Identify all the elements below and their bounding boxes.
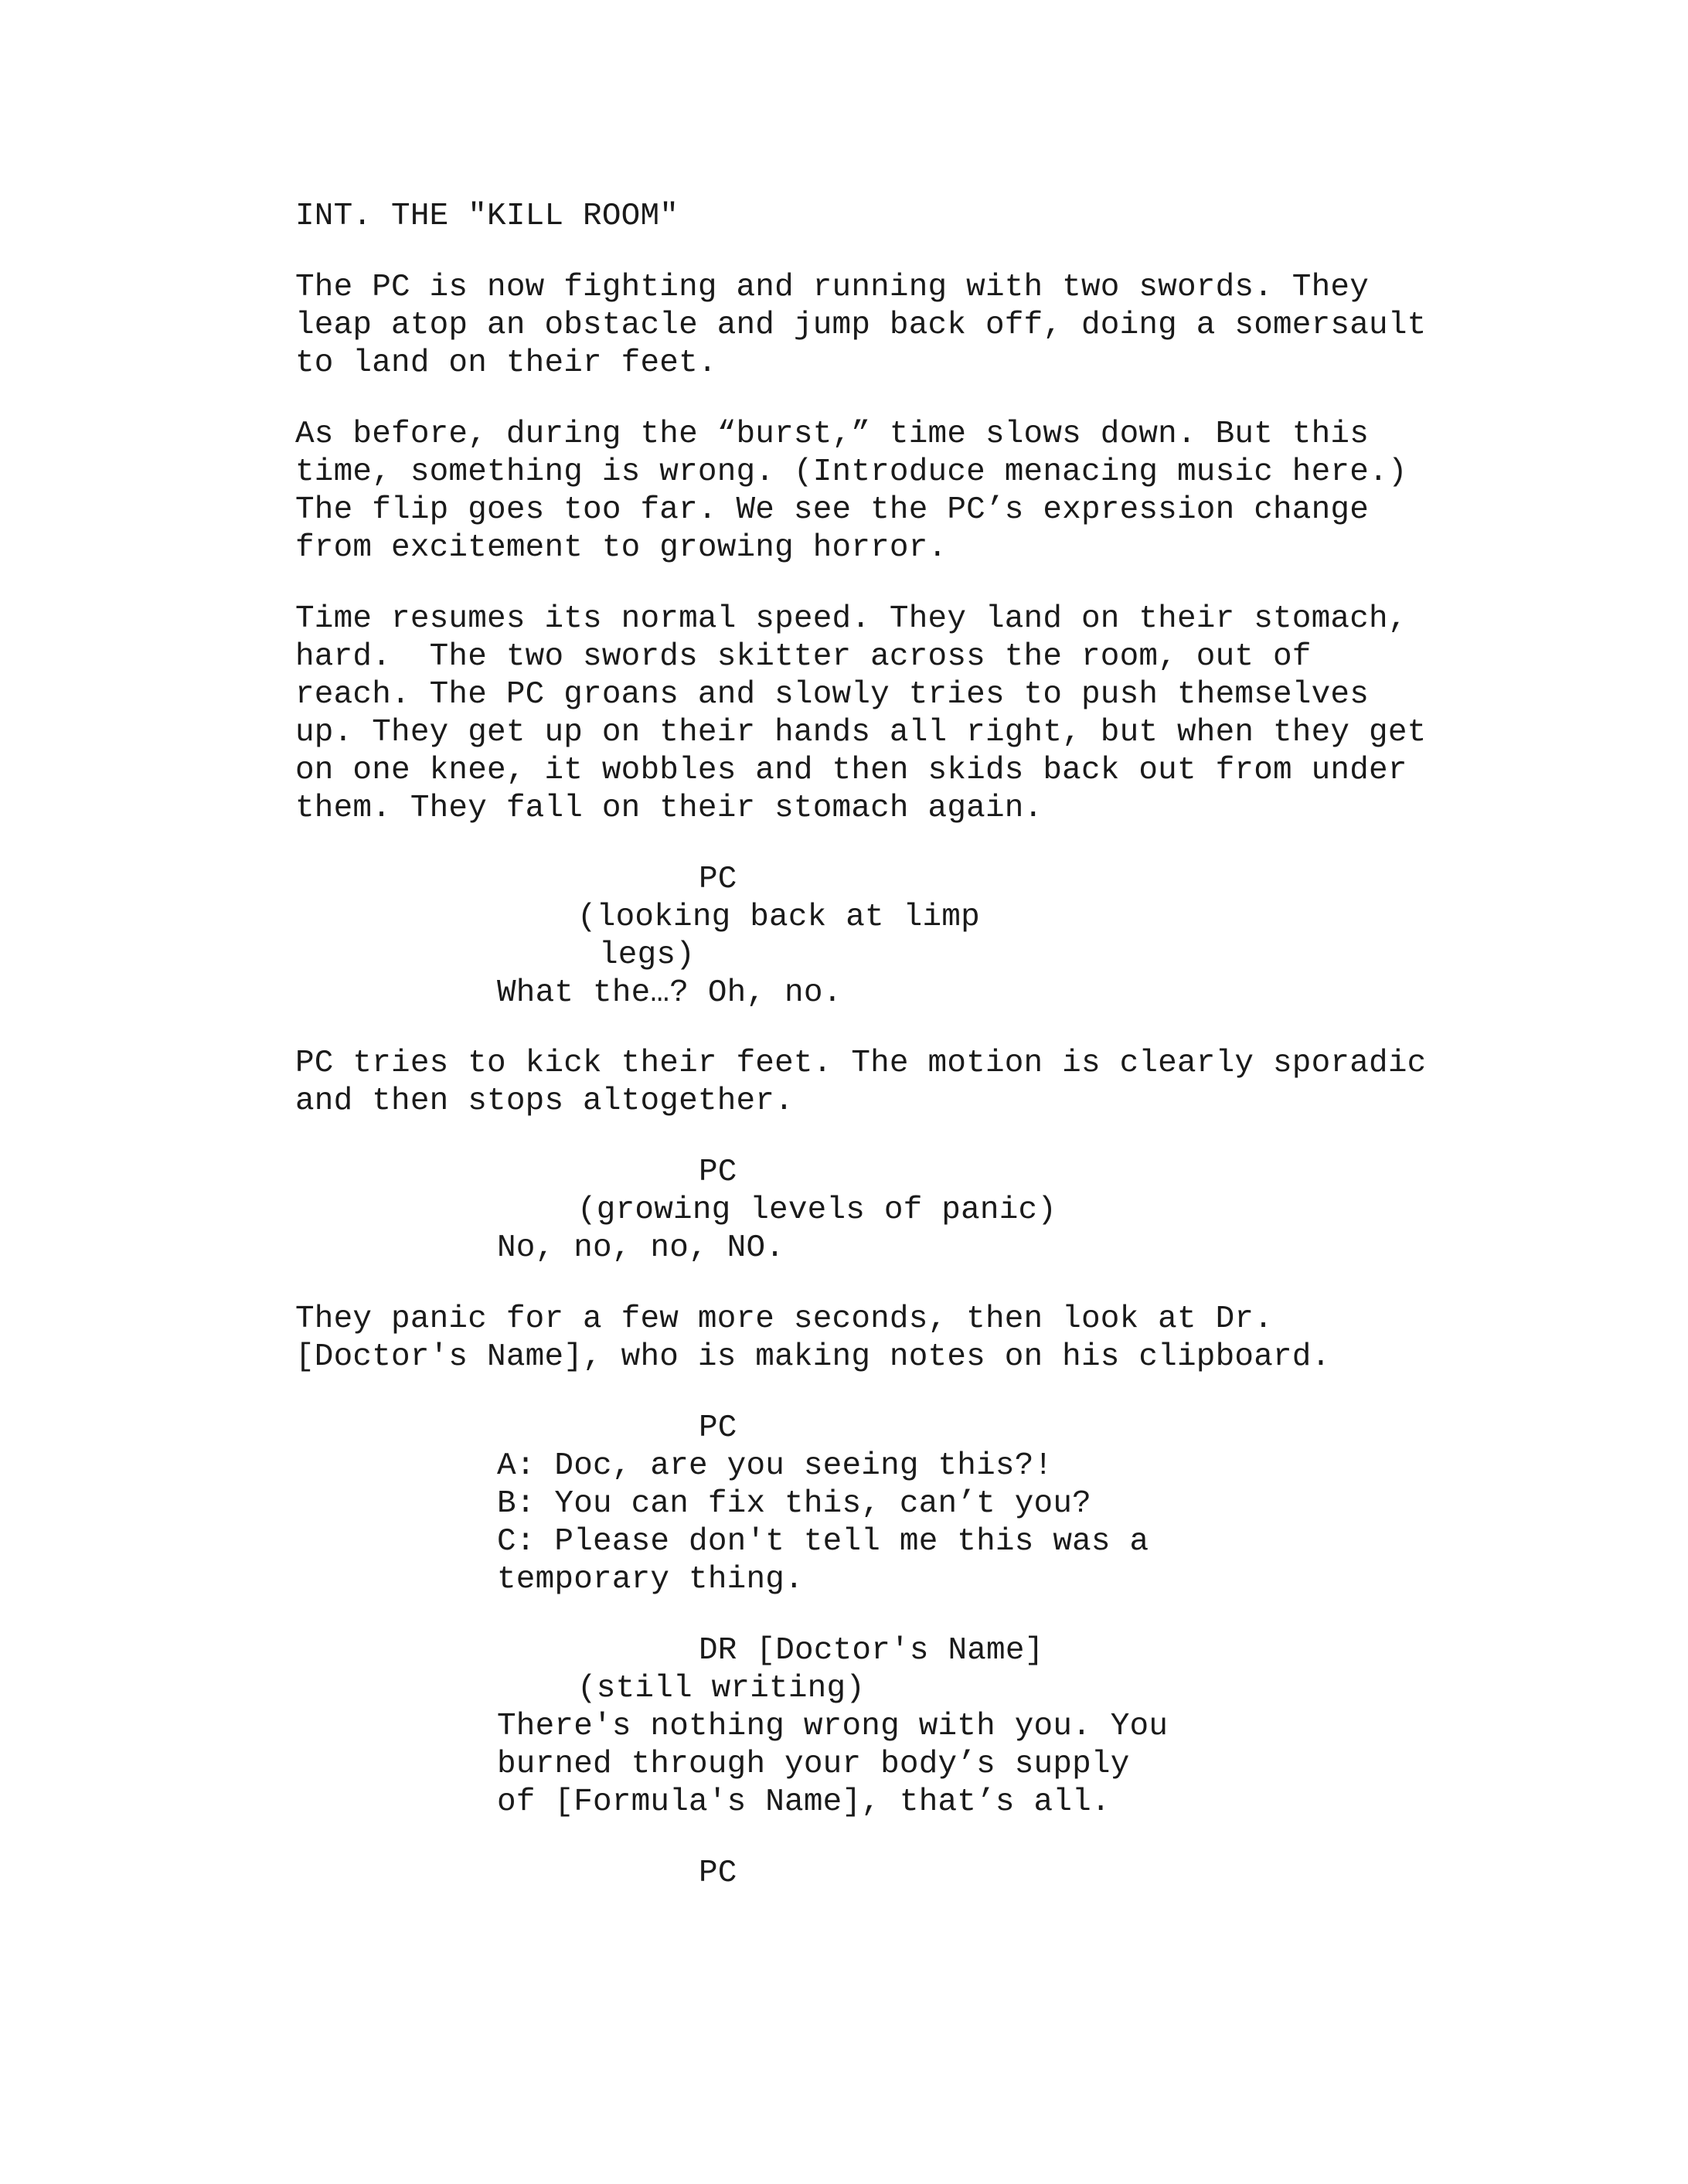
action-line: on one knee, it wobbles and then skids back out from under: [295, 753, 1407, 788]
action-line: them. They fall on their stomach again.: [295, 791, 1043, 826]
character-name: PC: [699, 1410, 737, 1446]
dialogue-line: No, no, no, NO.: [497, 1230, 785, 1266]
dialogue-line: What the…? Oh, no.: [497, 975, 842, 1011]
action-line: from excitement to growing horror.: [295, 530, 948, 566]
character-name: PC: [699, 862, 737, 897]
dialogue-line: of [Formula's Name], that’s all.: [497, 1784, 1111, 1820]
dialogue-line: A: Doc, are you seeing this?!: [497, 1448, 1053, 1484]
action-line: hard. The two swords skitter across the room, out of: [295, 639, 1312, 675]
action-line: up. They get up on their hands all right, but when they get: [295, 715, 1427, 750]
dialogue-line: temporary thing.: [497, 1562, 804, 1597]
character-name: PC: [699, 1155, 737, 1190]
action-line: [Doctor's Name], who is making notes on his clipboard.: [295, 1339, 1331, 1375]
action-line: The PC is now fighting and running with two swords. They: [295, 270, 1370, 305]
dialogue-line: B: You can fix this, can’t you?: [497, 1486, 1091, 1522]
dialogue-line: There's nothing wrong with you. You: [497, 1709, 1169, 1744]
action-line: The flip goes too far. We see the PC’s expression change: [295, 492, 1370, 528]
dialogue-line: burned through your body’s supply: [497, 1747, 1130, 1782]
action-line: reach. The PC groans and slowly tries to push themselves: [295, 677, 1370, 713]
parenthetical: (growing levels of panic): [577, 1192, 1057, 1228]
character-name: DR [Doctor's Name]: [699, 1633, 1044, 1669]
scene-heading: INT. THE "KILL ROOM": [295, 199, 679, 234]
action-line: to land on their feet.: [295, 345, 717, 381]
parenthetical: (looking back at limp: [577, 900, 980, 935]
action-line: time, something is wrong. (Introduce menacing music here.): [295, 454, 1407, 490]
parenthetical: (still writing): [577, 1671, 866, 1706]
action-line: PC tries to kick their feet. The motion is clearly sporadic: [295, 1046, 1427, 1081]
dialogue-line: C: Please don't tell me this was a: [497, 1524, 1149, 1560]
parenthetical: legs): [599, 937, 696, 973]
action-line: leap atop an obstacle and jump back off, doing a somersault: [295, 308, 1427, 343]
action-line: and then stops altogether.: [295, 1083, 794, 1119]
action-line: They panic for a few more seconds, then look at Dr.: [295, 1301, 1274, 1337]
character-name: PC: [699, 1856, 737, 1891]
action-line: Time resumes its normal speed. They land on their stomach,: [295, 601, 1407, 637]
action-line: As before, during the “burst,” time slows down. But this: [295, 417, 1370, 452]
